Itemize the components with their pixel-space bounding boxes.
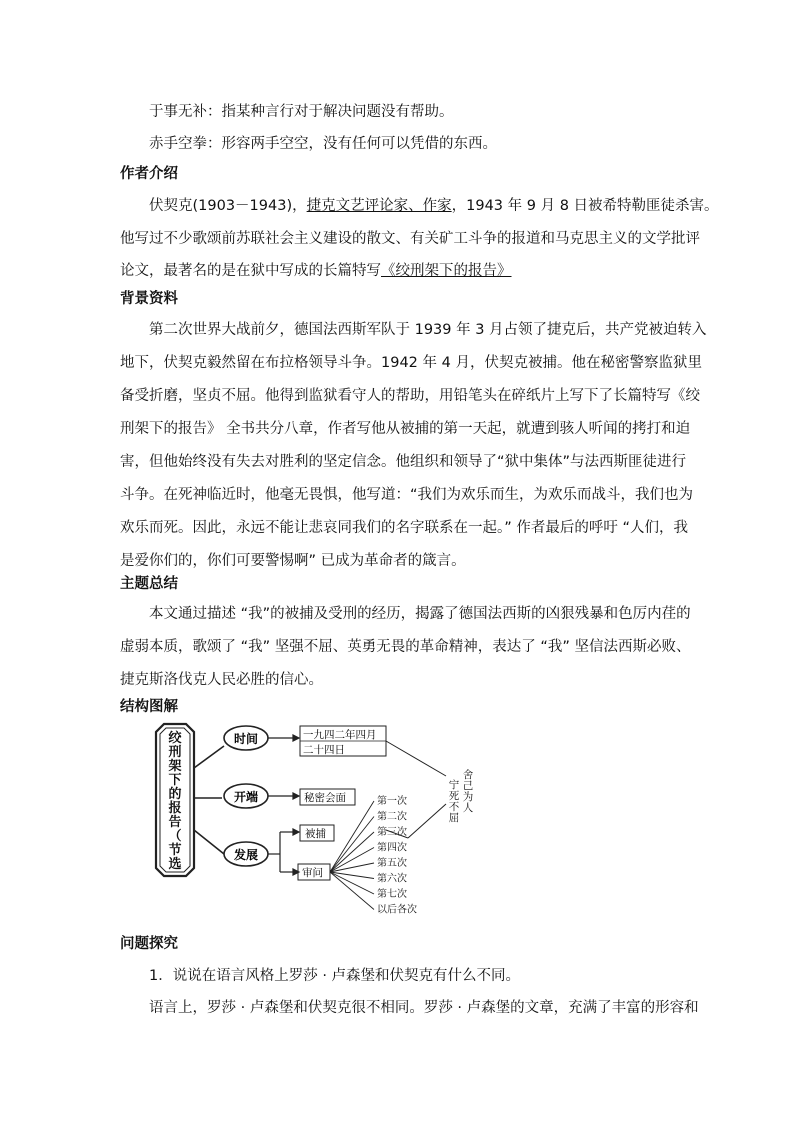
interrogation-box [298,864,330,880]
author-line-3-a: 论文，最著名的是在狱中写成的长篇特写 [120,263,381,279]
author-line-1-b: ，1943 年 9 月 8 日被希特勒匪徒杀害。 [451,198,719,214]
rounds-list [377,794,417,916]
rounds-fan [330,801,374,910]
node-time [224,726,268,750]
round-label: 第六次 [377,873,407,885]
conclusion-col-2 [463,768,474,814]
svg-text:审问: 审问 [302,867,323,879]
fan-line [330,817,374,873]
vocab-item-1: 于事无补：指某种言行对于解决问题没有帮助。 [149,104,454,120]
conclusion-char: 屈 [448,812,460,824]
svg-text:时间: 时间 [233,732,259,746]
title-char: 报 [168,801,182,816]
background-heading: 背景资料 [120,291,178,307]
title-char: 选 [168,857,182,872]
theme-heading: 主题总结 [120,576,178,592]
fan-line [330,848,374,873]
title-connectors [194,746,224,854]
background-line: 备受折磨，坚贞不屈。他得到监狱看守人的帮助，用铅笔头在碎纸片上写下了长篇特写《绞 [120,388,700,404]
conclusion [449,768,474,824]
fan-line [330,801,374,872]
round-label: 第三次 [377,827,407,838]
background-line: 欢乐而死。因此，永远不能让悲哀同我们的名字联系在一起。” 作者最后的呼吁 “人们，我 [120,520,688,536]
node-start [224,784,268,808]
conclusion-char: 宁 [448,779,460,791]
author-line-1 [149,196,719,216]
theme-line: 虚弱本质，歌颂了 “我” 坚强不屈、英勇无畏的革命精神，表达了 “我” 坚信法西斯必败、 [120,639,691,655]
author-line-1-a: 伏契克(1903－1943)， [149,198,307,214]
conclusion-connectors [386,741,446,838]
svg-text:发展: 发展 [233,848,259,862]
author-heading: 作者介绍 [120,166,178,182]
background-line: 害，但他始终没有失去对胜利的坚定信念。他组织和领导了“狱中集体”与法西斯匪徒进行 [120,454,687,470]
title-char: 节 [168,843,182,858]
theme-line: 捷克斯洛伐克人民必胜的信心。 [120,672,323,688]
conclusion-col-1 [449,778,460,824]
title-char: 架 [168,759,182,774]
conclusion-char: 己 [462,780,474,792]
round-label: 第四次 [377,842,407,854]
author-line-3 [120,261,512,281]
title-char: 的 [168,787,182,802]
node-develop [224,842,268,866]
round-label: 第一次 [377,796,407,807]
time-text-1: 一九四二年四月 [303,729,377,741]
round-label: 第五次 [377,858,407,869]
time-text-2: 二十四日 [303,744,345,756]
round-label: 第二次 [377,811,407,823]
author-occupation-link[interactable]: 捷克文艺评论家、作家 [306,198,452,214]
svg-text:开端: 开端 [233,790,259,804]
structure-heading: 结构图解 [120,699,178,715]
round-label: 以后各次 [377,904,417,916]
conclusion-char: 人 [462,802,474,814]
author-line-2: 他写过不少歌颂前苏联社会主义建设的散文、有关矿工斗争的报道和马克思主义的文学批评 [120,231,700,247]
vocab-item-2: 赤手空拳：形容两手空空，没有任何可以凭借的东西。 [149,136,497,152]
structure-diagram [150,718,490,918]
secret-meeting-box [300,789,355,805]
arrested-box [300,825,334,841]
title-char: 下 [168,773,182,788]
question-1: 1．说说在语言风格上罗莎 · 卢森堡和伏契克有什么不同。 [149,968,521,984]
background-line: 地下，伏契克毅然留在布拉格领导斗争。1942 年 4 月，伏契克被捕。他在秘密警察监狱里 [120,355,702,371]
title-char: 告 [168,815,182,830]
questions-heading: 问题探究 [120,936,178,952]
conclusion-char: 为 [462,791,474,803]
theme-line: 本文通过描述 “我”的被捕及受刑的经历，揭露了德国法西斯的凶狠残暴和色厉内荏的 [149,606,691,622]
title-char: 绞 [168,731,182,746]
background-line: 第二次世界大战前夕，德国法西斯军队于 1939 年 3 月占领了捷克后，共产党被迫转入 [149,322,707,338]
svg-text:被捕: 被捕 [305,828,326,840]
title-char: （ [168,829,182,844]
answer-1: 语言上，罗莎 · 卢森堡和伏契克很不相同。罗莎 · 卢森堡的文章，充满了丰富的形容和 [149,1000,699,1016]
round-label: 第七次 [377,889,407,900]
conclusion-char: 不 [448,801,460,813]
fan-line [330,832,374,872]
svg-text:秘密会面: 秘密会面 [304,792,346,804]
arrows [268,735,299,875]
book-title-link[interactable]: 《绞刑架下的报告》 [381,263,512,279]
conclusion-char: 舍 [462,769,474,781]
background-line: 斗争。在死神临近时，他毫无畏惧，他写道：“我们为欢乐而生，为欢乐而战斗，我们也为 [120,487,694,503]
title-text [168,730,182,872]
background-line: 刑架下的报告》 全书共分八章，作者写他从被捕的第一天起，就遭到骇人听闻的拷打和迫 [120,421,691,437]
background-line: 是爱你们的，你们可要警惕啊” 已成为革命者的箴言。 [120,553,466,569]
title-char: 刑 [168,745,182,760]
conclusion-char: 死 [448,790,460,802]
time-box [300,726,386,756]
